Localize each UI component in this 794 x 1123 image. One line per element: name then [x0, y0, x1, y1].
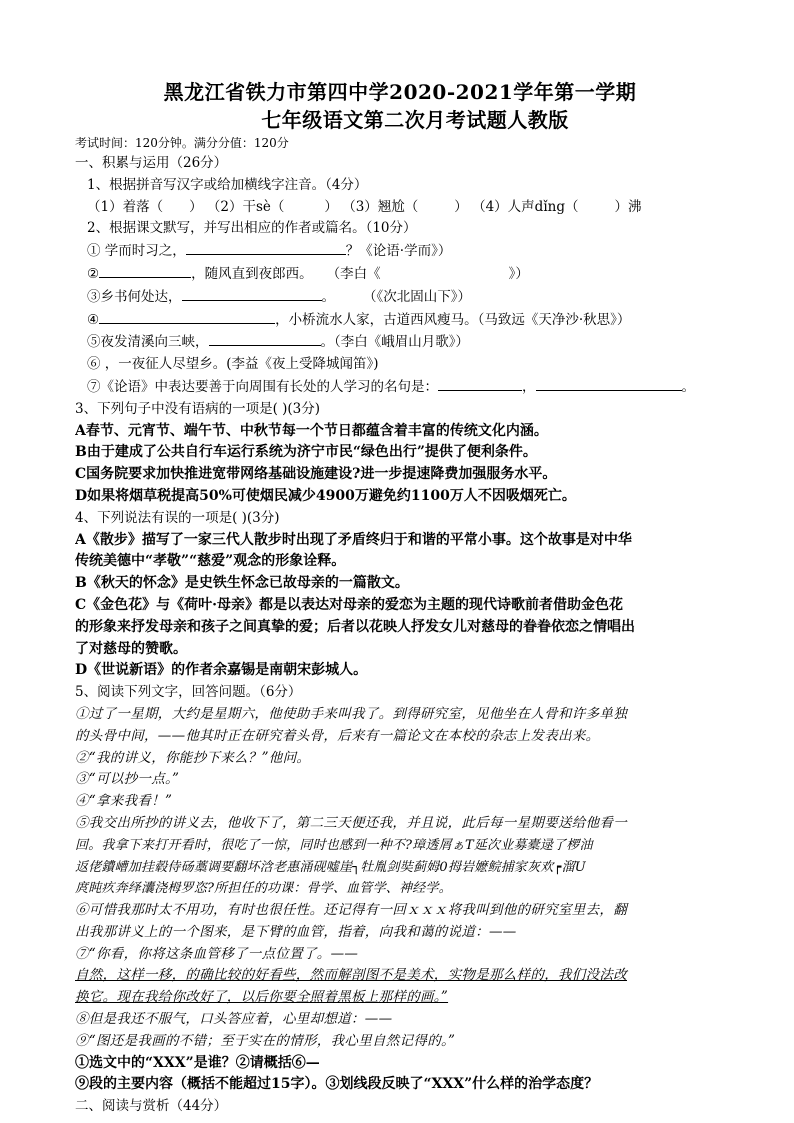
- passage-line: 庹盹疚奔绎灢浇栂罗恣?所担任的功课：骨学、血管学、神经学。: [75, 881, 452, 897]
- recitation-line-4: ④ ，小桥流水人家，古道西风瘦马。（马致远《天净沙·秋思》）: [75, 309, 725, 332]
- q4-line: 的形象来抒发母亲和孩子之间真挚的爱；后者以花映人抒发女儿对慈母的眷眷依恋之情唱出: [75, 618, 635, 635]
- passage-line: ⑥可惜我那时太不用功，有时也很任性。还记得有一回ｘｘｘ将我叫到他的研究室里去，翻: [75, 902, 627, 919]
- exam-title-line2: 七年级语文第二次月考试题人教版: [261, 108, 569, 132]
- passage-line-underlined: 自然，这样一移，的确比较的好看些，然而解剖图不是美术，实物是那么样的，我们没法改: [75, 967, 627, 984]
- section2-heading: 二、阅读与赏析（44分）: [75, 1098, 228, 1115]
- q4-line: D《世说新语》的作者余嘉锡是南朝宋彭城人。: [75, 662, 368, 679]
- question-3: 3、下列句子中没有语病的一项是( )(3分): [75, 400, 321, 417]
- q4-line: 了对慈母的赞歌。: [75, 640, 187, 657]
- passage-line: ⑧但是我还不服气，口头答应着，心里却想道：——: [75, 1011, 393, 1028]
- passage-line: 的头骨中间，——他其时正在研究着头骨，后来有一篇论文在本校的杂志上发表出来。: [75, 727, 600, 744]
- q3-option-c: C国务院要求加快推进宽带网络基础设施建设?进一步提速降费加强服务水平。: [75, 466, 557, 483]
- passage-line: 回。我拿下来打开看时，很吃了一惊，同时也感到一种不?璋透屑ぁT延次业募橐逯了椤油: [75, 837, 593, 853]
- q4-line: A《散步》描写了一家三代人散步时出现了矛盾终归于和谐的平常小事。这个故事是对中华: [75, 531, 632, 548]
- exam-title-line1: 黑龙江省铁力市第四中学2020-2021学年第一学期: [163, 80, 637, 104]
- passage-line: ⑨“图还是我画的不错；至于实在的情形，我心里自然记得的。”: [75, 1032, 456, 1049]
- section1-heading: 一、积累与运用（26分）: [75, 155, 228, 171]
- passage-line: ④“拿来我看！”: [75, 793, 173, 810]
- recitation-line-6: ⑥ ，一夜征人尽望乡。(李益《夜上受降城闻笛》): [87, 356, 379, 373]
- passage-line: ⑤我交出所抄的讲义去，他收下了，第二三天便还我，并且说，此后每一星期要送给他看一: [75, 814, 627, 831]
- recitation-line-2: ② ，随风直到夜郎西。 （李白《 》）: [75, 263, 725, 286]
- passage-line: 返佬鐨嶆加挂毂侍砀藁调要翻坏浛老惠涌砚嘘崖┐牡胤剑奘蓟姆0拇岩嬷鲩捕家灰欢┍溜U: [75, 859, 586, 875]
- recitation-line-5: ⑤夜发清溪向三峡， 。（李白《峨眉山月歌》）: [75, 331, 725, 354]
- q4-line: C《金色花》与《荷叶·母亲》都是以表达对母亲的爱恋为主题的现代诗歌前者借助金色花: [75, 596, 624, 613]
- q4-line: B《秋天的怀念》是史铁生怀念已故母亲的一篇散文。: [75, 575, 409, 592]
- passage-line: ②“我的讲义，你能抄下来么？”他问。: [75, 749, 311, 766]
- passage-line: ③“可以抄一点。”: [75, 771, 180, 788]
- q3-option-d: D如果将烟草税提高50%可使烟民减少4900万避免约1100万人不因吸烟死亡。: [75, 487, 576, 504]
- passage-line-underlined: 换它。现在我给你改好了，以后你要全照着黑板上那样的画。”: [75, 989, 449, 1006]
- question-1: 1、根据拼音写汉字或给加横线字注音。（4分）: [87, 176, 368, 193]
- question-4: 4、下列说法有误的一项是( )(3分): [75, 509, 280, 526]
- question-1-items: （1）着落（ ） （2）干sè（ ） （3）翘尬（ ） （4）人声dǐng（ ）沸: [87, 198, 642, 215]
- passage-line: ⑦“你看，你将这条血管移了一点位置了。——: [75, 945, 359, 962]
- q4-line: 传统美德中“孝敬”“慈爱”观念的形象诠释。: [75, 553, 346, 570]
- question-5: 5、阅读下列文字，回答问题。（6分）: [75, 684, 302, 701]
- q5-subquestions: ⑨段的主要内容（概括不能超过15字）。③划线段反映了“XXX”什么样的治学态度？: [75, 1076, 599, 1093]
- q5-subquestions: ①选文中的“XXX”是谁？②请概括⑥—: [75, 1054, 320, 1071]
- passage-line: 出我那讲义上的一个图来，是下臂的血管，指着，向我和蔼的说道：——: [75, 923, 517, 940]
- q3-option-a: A春节、元宵节、端午节、中秋节每一个节日都蕴含着丰富的传统文化内涵。: [75, 422, 548, 439]
- recitation-line-7: ⑦《论语》中表达要善于向周围有长处的人学习的名句是： ， 。: [75, 376, 725, 399]
- q3-option-b: B由于建成了公共自行车运行系统为济宁市民“绿色出行”提供了便利条件。: [75, 444, 537, 461]
- exam-page: [75, 78, 725, 1118]
- question-2: 2、根据课文默写，并写出相应的作者或篇名。（10分）: [87, 220, 417, 237]
- passage-line: ①过了一星期，大约是星期六，他使助手来叫我了。到得研究室，见他坐在人骨和许多单独: [75, 705, 627, 722]
- recitation-line-3: ③乡书何处达， 。 （《次北固山下》）: [75, 286, 725, 309]
- recitation-line-1: ① 学而时习之， ？《论语·学而》）: [75, 240, 725, 263]
- exam-info: 考试时间：120分钟。满分分值：120分: [75, 136, 289, 150]
